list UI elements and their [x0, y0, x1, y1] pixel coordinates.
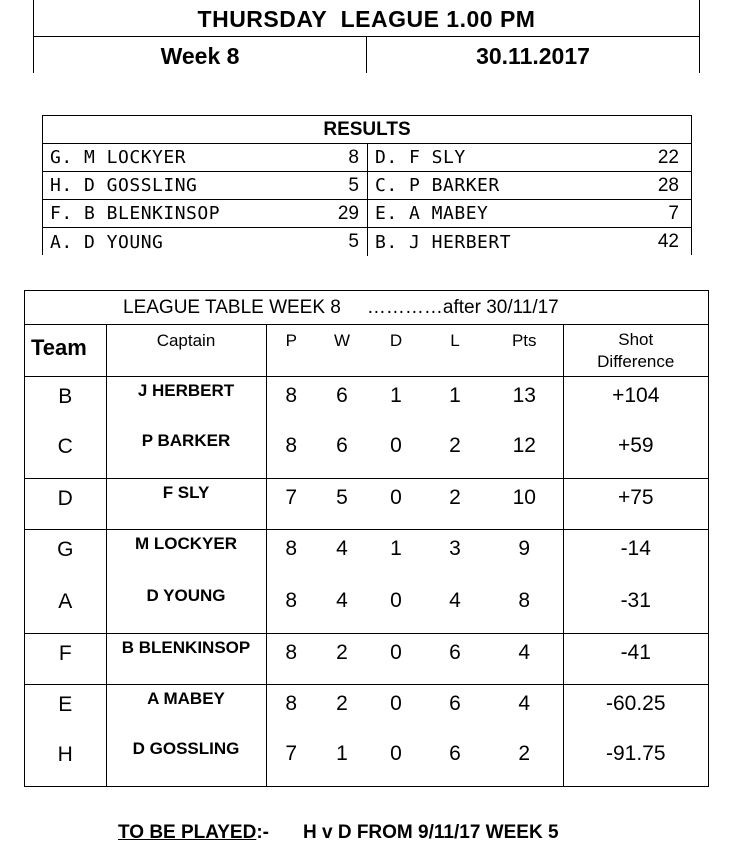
result-row — [43, 172, 691, 200]
result-right — [368, 228, 691, 256]
col-team: Team — [25, 325, 106, 376]
result-left — [43, 228, 368, 256]
results-title: RESULTS — [43, 116, 691, 144]
points-value: 10 — [486, 478, 563, 529]
captain-name: D GOSSLING — [106, 735, 266, 786]
table-row — [25, 478, 708, 529]
won-value: 2 — [316, 633, 368, 684]
won-value: 6 — [336, 383, 348, 407]
result-row — [43, 200, 691, 228]
points-value: 8 — [486, 582, 563, 633]
result-left — [43, 200, 368, 227]
result-right — [368, 200, 691, 227]
lost-value: 6 — [449, 742, 461, 765]
shot-difference-value: +59 — [563, 427, 708, 478]
points-value: 9 — [486, 529, 563, 582]
played-value: 8 — [285, 383, 298, 407]
result-score: 8 — [348, 146, 359, 168]
table-row — [25, 427, 708, 478]
played-value: 8 — [285, 691, 298, 715]
result-team: A. D YOUNG — [50, 231, 164, 253]
played-value: 7 — [266, 478, 316, 529]
team-letter: A — [25, 582, 106, 633]
result-row — [43, 144, 691, 172]
table-row — [25, 582, 708, 633]
league-table — [24, 290, 709, 787]
lost-value: 2 — [424, 478, 486, 529]
won-value: 1 — [336, 742, 348, 765]
captain-name: J HERBERT — [106, 376, 266, 427]
table-row — [25, 633, 708, 684]
shot-difference-value: -31 — [563, 582, 708, 633]
col-played: P — [266, 325, 316, 376]
result-team: G. M LOCKYER — [50, 147, 187, 168]
points-value: 2 — [486, 735, 563, 786]
lost-value: 2 — [424, 427, 486, 478]
captain-name: P BARKER — [106, 427, 266, 478]
lost-value: 6 — [449, 691, 461, 715]
drawn-value: 0 — [368, 582, 424, 633]
drawn-value: 0 — [390, 691, 402, 715]
captain-name: D YOUNG — [106, 582, 266, 633]
date-label: 30.11.2017 — [476, 43, 590, 69]
team-letter: F — [25, 633, 106, 684]
team-letter: H — [25, 735, 106, 786]
result-team: H. D GOSSLING — [50, 175, 198, 196]
result-right — [368, 172, 691, 199]
lost-value: 1 — [449, 383, 461, 407]
col-points: Pts — [486, 325, 563, 376]
table-row — [25, 735, 708, 786]
lost-value: 3 — [449, 536, 461, 560]
team-letter: C — [25, 427, 106, 478]
result-team: C. P BARKER — [375, 175, 500, 196]
won-value: 4 — [336, 536, 348, 560]
won-value: 5 — [316, 478, 368, 529]
league-grid — [25, 325, 708, 786]
col-shot-line1: Shot — [618, 330, 654, 349]
table-row — [25, 684, 708, 735]
points-value: 4 — [486, 633, 563, 684]
points-value: 4 — [486, 684, 563, 735]
shot-difference-value: -41 — [563, 633, 708, 684]
league-table-title — [25, 291, 708, 325]
result-team: E. A MABEY — [375, 203, 489, 224]
result-score: 7 — [668, 202, 679, 224]
result-right — [368, 144, 691, 171]
shot-difference-value: -60.25 — [605, 691, 666, 715]
captain-name: A MABEY — [106, 684, 266, 735]
result-score: 42 — [657, 231, 679, 252]
results-table — [42, 115, 692, 255]
week-date-row — [33, 37, 700, 73]
drawn-value: 0 — [368, 478, 424, 529]
table-row — [25, 376, 708, 427]
shot-difference-value: +75 — [563, 478, 708, 529]
col-won: W — [316, 325, 368, 376]
captain-name: M LOCKYER — [106, 529, 266, 582]
drawn-value: 0 — [390, 742, 402, 765]
won-value: 4 — [316, 582, 368, 633]
to-be-played-separator: :- — [256, 822, 269, 843]
played-value: 8 — [285, 536, 298, 560]
played-value: 7 — [285, 742, 298, 765]
result-left — [43, 172, 368, 199]
result-team: D. F SLY — [375, 147, 466, 168]
played-value: 8 — [266, 582, 316, 633]
result-score: 29 — [337, 202, 359, 224]
shot-difference-value: -14 — [620, 536, 651, 560]
pending-fixture: H v D FROM 9/11/17 WEEK 5 — [302, 822, 559, 843]
won-value: 2 — [336, 691, 348, 715]
played-value: 8 — [266, 633, 316, 684]
col-captain: Captain — [106, 325, 266, 376]
league-title: THURSDAY LEAGUE 1.00 PM — [33, 0, 700, 37]
drawn-value: 0 — [368, 633, 424, 684]
drawn-value: 1 — [390, 536, 402, 560]
points-value: 13 — [486, 376, 563, 427]
shot-difference-value: -91.75 — [605, 742, 666, 765]
table-row — [25, 529, 708, 582]
played-value: 8 — [266, 427, 316, 478]
lost-value: 6 — [424, 633, 486, 684]
result-row — [43, 228, 691, 256]
points-value: 12 — [486, 427, 563, 478]
team-letter: D — [25, 478, 106, 529]
result-score: 5 — [348, 174, 359, 196]
to-be-played-label: TO BE PLAYED — [118, 822, 257, 843]
col-shot-difference — [563, 325, 708, 376]
result-score: 22 — [657, 146, 679, 168]
team-letter: E — [25, 684, 106, 735]
league-table-after: …………after 30/11/17 — [366, 297, 559, 318]
col-lost: L — [424, 325, 486, 376]
to-be-played-note — [0, 822, 733, 844]
shot-difference-value: +104 — [612, 383, 660, 407]
result-score: 28 — [657, 174, 679, 196]
won-value: 6 — [316, 427, 368, 478]
col-drawn: D — [368, 325, 424, 376]
league-table-heading: LEAGUE TABLE WEEK 8 — [123, 297, 341, 318]
result-left — [43, 144, 368, 171]
captain-name: B BLENKINSOP — [106, 633, 266, 684]
drawn-value: 1 — [390, 383, 402, 407]
result-score: 5 — [348, 231, 359, 252]
col-shot-line2: Difference — [597, 352, 675, 371]
result-team: F. B BLENKINSOP — [50, 203, 221, 224]
drawn-value: 0 — [368, 427, 424, 478]
team-letter: G — [25, 529, 106, 582]
week-label: Week 8 — [34, 37, 367, 73]
table-header-row — [25, 325, 708, 376]
team-letter: B — [25, 376, 106, 427]
captain-name: F SLY — [106, 478, 266, 529]
result-team: B. J HERBERT — [375, 231, 512, 253]
lost-value: 4 — [424, 582, 486, 633]
